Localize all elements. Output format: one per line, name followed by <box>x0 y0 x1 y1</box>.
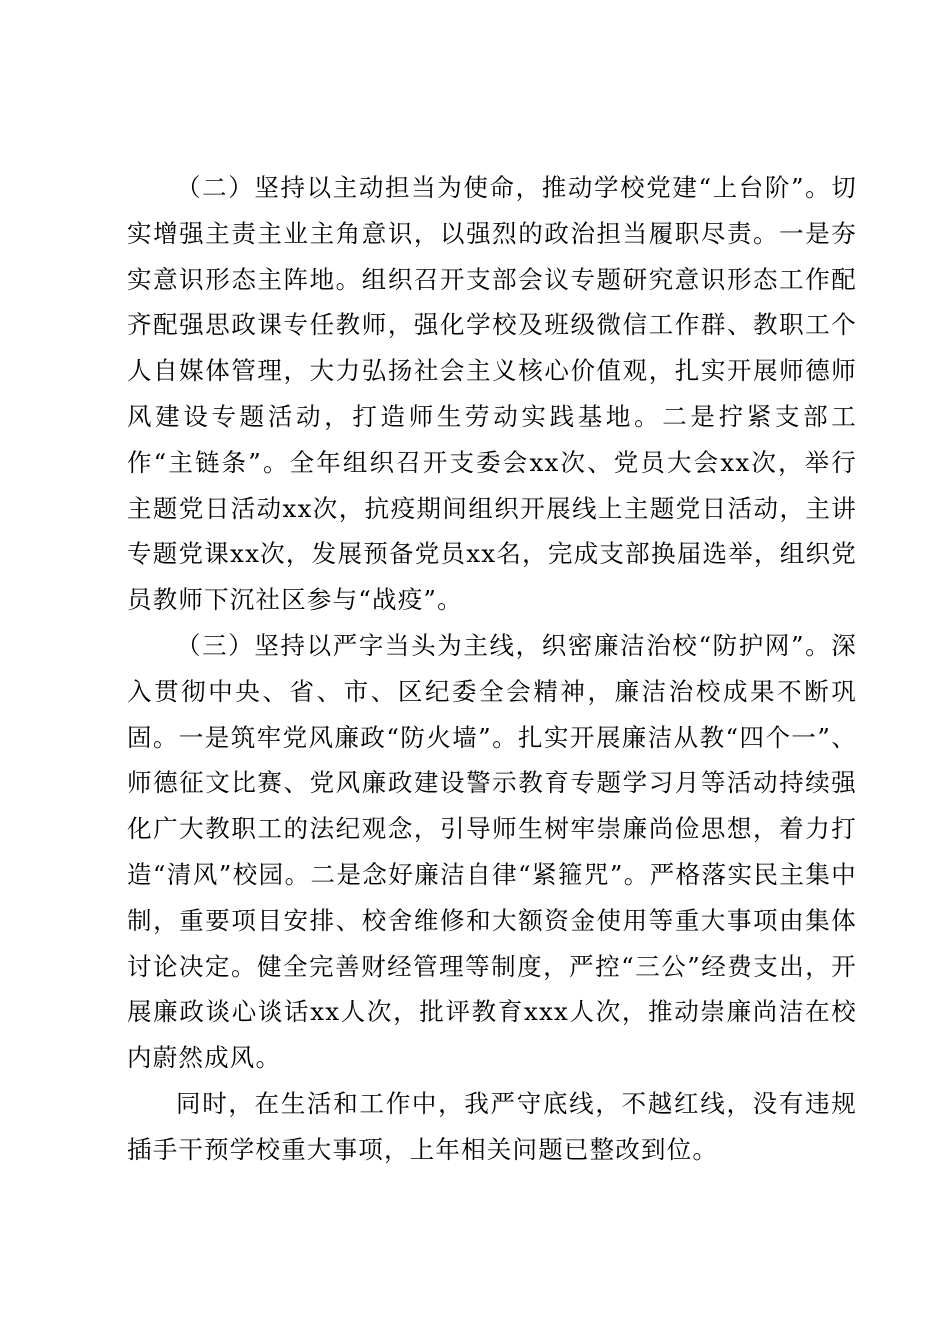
document-body <box>127 165 857 1173</box>
paragraph-bottom-line: 同时，在生活和工作中，我严守底线，不越红线，没有违规插手干预学校重大事项，上年相关问题已整改到位。 <box>127 1088 857 1164</box>
paragraph-party-building: （二）坚持以主动担当为使命，推动学校党建“上台阶”。切实增强主责主业主角意识，以强烈的政治担当履职尽责。一是夯实意识形态主阵地。组织召开支部会议专题研究意识形态工作配齐配强思政课专任教师，强化学校及班级微信工作群、教职工个人自媒体管理，大力弘扬社会主义核心价值观，扎实开展师德师风建设专题活动，打造师生劳动实践基地。二是拧紧支部工作“主链条”。全年组织召开支委会xx次、党员大会xx次，举行主题党日活动xx次，抗疫期间组织开展线上主题党日活动，主讲专题党课xx次，发展预备党员xx名，完成支部换届选举，组织党员教师下沉社区参与“战疫”。 <box>127 173 857 615</box>
paragraph-clean-governance: （三）坚持以严字当头为主线，织密廉洁治校“防护网”。深入贯彻中央、省、市、区纪委全会精神，廉洁治校成果不断巩固。一是筑牢党风廉政“防火墙”。扎实开展廉洁从教“四个一”、师德征文比赛、党风廉政建设警示教育专题学习月等活动持续强化广大教职工的法纪观念，引导师生树牢崇廉尚俭思想，着力打造“清风”校园。二是念好廉洁自律“紧箍咒”。严格落实民主集中制，重要项目安排、校舍维修和大额资金使用等重大事项由集体讨论决定。健全完善财经管理等制度，严控“三公”经费支出，开展廉政谈心谈话xx人次，批评教育xxx人次，推动崇廉尚洁在校内蔚然成风。 <box>127 630 857 1073</box>
